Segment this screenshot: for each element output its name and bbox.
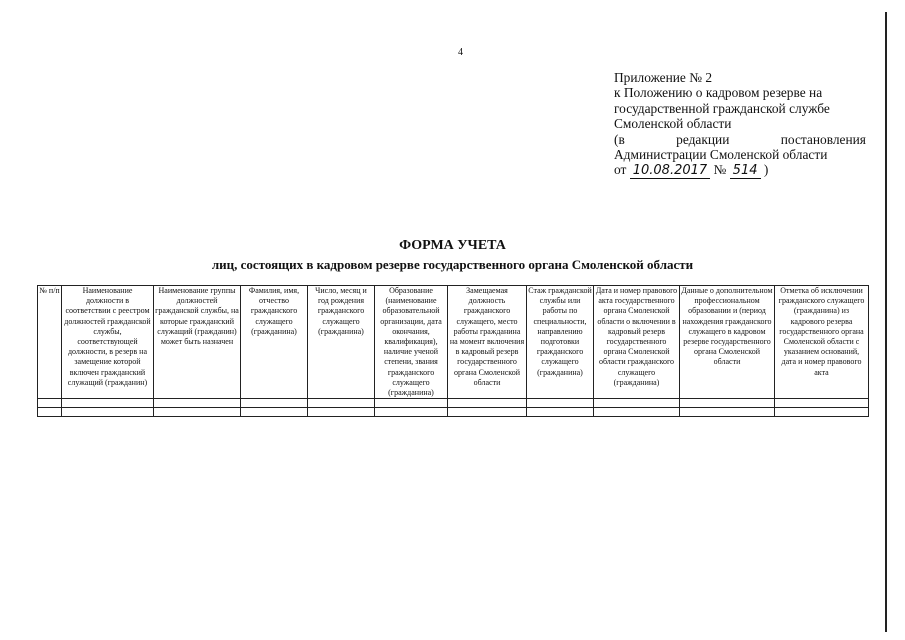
column-header-11: Отметка об исключении гражданского служащего (гражданина) из кадрового резерва государственного органа Смоленской области с указанием оснований, дата и номер правового акта [775,286,869,399]
table-cell [527,408,594,417]
table-cell [38,408,62,417]
page-edge-line [885,12,887,632]
table-cell [448,408,527,417]
table-cell [448,399,527,408]
page-number: 4 [458,47,463,58]
handwritten-number: 514 [730,163,761,179]
column-header-5: Число, месяц и год рождения гражданского служащего (гражданина) [308,286,375,399]
table-cell [594,399,680,408]
appendix-line-5 [614,132,866,147]
handwritten-date: 10.08.2017 [630,163,710,179]
appendix-block [614,70,866,179]
table-cell [680,399,775,408]
table-cell [308,399,375,408]
table-cell [62,408,154,417]
appendix-line-1: Приложение № 2 [614,70,713,85]
from-label: от [614,162,627,178]
column-header-6: Образование (наименование образовательной организации, дата окончания, квалификация), наличие ученой степени, звания гражданского служащего (гражданина) [375,286,448,399]
table-cell [308,408,375,417]
form-title: ФОРМА УЧЕТА [399,238,506,253]
column-header-3: Наименование группы должностей гражданской службы, на которые гражданский служащий (гражданин) может быть назначен [154,286,241,399]
reserve-table [37,285,869,417]
table-row [38,399,869,408]
appendix-word-2: редакции [676,131,730,147]
appendix-word-3: постановления [780,131,866,147]
appendix-line-3: государственной гражданской службе [614,100,830,116]
appendix-line-4: Смоленской области [614,116,732,132]
column-header-7: Замещаемая должность гражданского служащего, место работы гражданина на момент включения в кадровый резерв государственного органа Смоленской области [448,286,527,399]
table-row [38,408,869,417]
column-header-10: Данные о дополнительном профессиональном образовании и (период нахождения гражданского служащего в кадровом резерве государственного органа Смоленской области [680,286,775,399]
table-cell [775,408,869,417]
appendix-line-6: Администрации Смоленской области [614,147,828,163]
close-paren: ) [763,162,769,178]
number-label: № [713,162,727,178]
table-cell [154,408,241,417]
column-header-4: Фамилия, имя, отчество гражданского служащего (гражданина) [241,286,308,399]
table-cell [594,408,680,417]
column-header-9: Дата и номер правового акта государственного органа Смоленской области о включении в кадровый резерв государственного органа Смоленской области гражданского служащего (гражданина) [594,286,680,399]
table-cell [38,399,62,408]
appendix-line-2: к Положению о кадровом резерве на [614,85,823,101]
table-cell [680,408,775,417]
header-row [38,286,869,399]
table-cell [527,399,594,408]
table-cell [375,399,448,408]
table-cell [62,399,154,408]
column-header-2: Наименование должности в соответствии с реестром должностей гражданской службы, соответствующей должности, в резерв на замещение которой включен гражданский служащий (гражданин) [62,286,154,399]
table-cell [375,408,448,417]
table-cell [241,399,308,408]
appendix-word-1: (в [614,131,625,147]
appendix-line-7 [614,162,866,178]
column-header-1: № п/п [38,286,62,399]
table-cell [775,399,869,408]
table-cell [241,408,308,417]
column-header-8: Стаж гражданской службы или работы по специальности, направлению подготовки гражданского служащего (гражданина) [527,286,594,399]
table-cell [154,399,241,408]
form-subtitle: лиц, состоящих в кадровом резерве государственного органа Смоленской области [211,257,694,272]
